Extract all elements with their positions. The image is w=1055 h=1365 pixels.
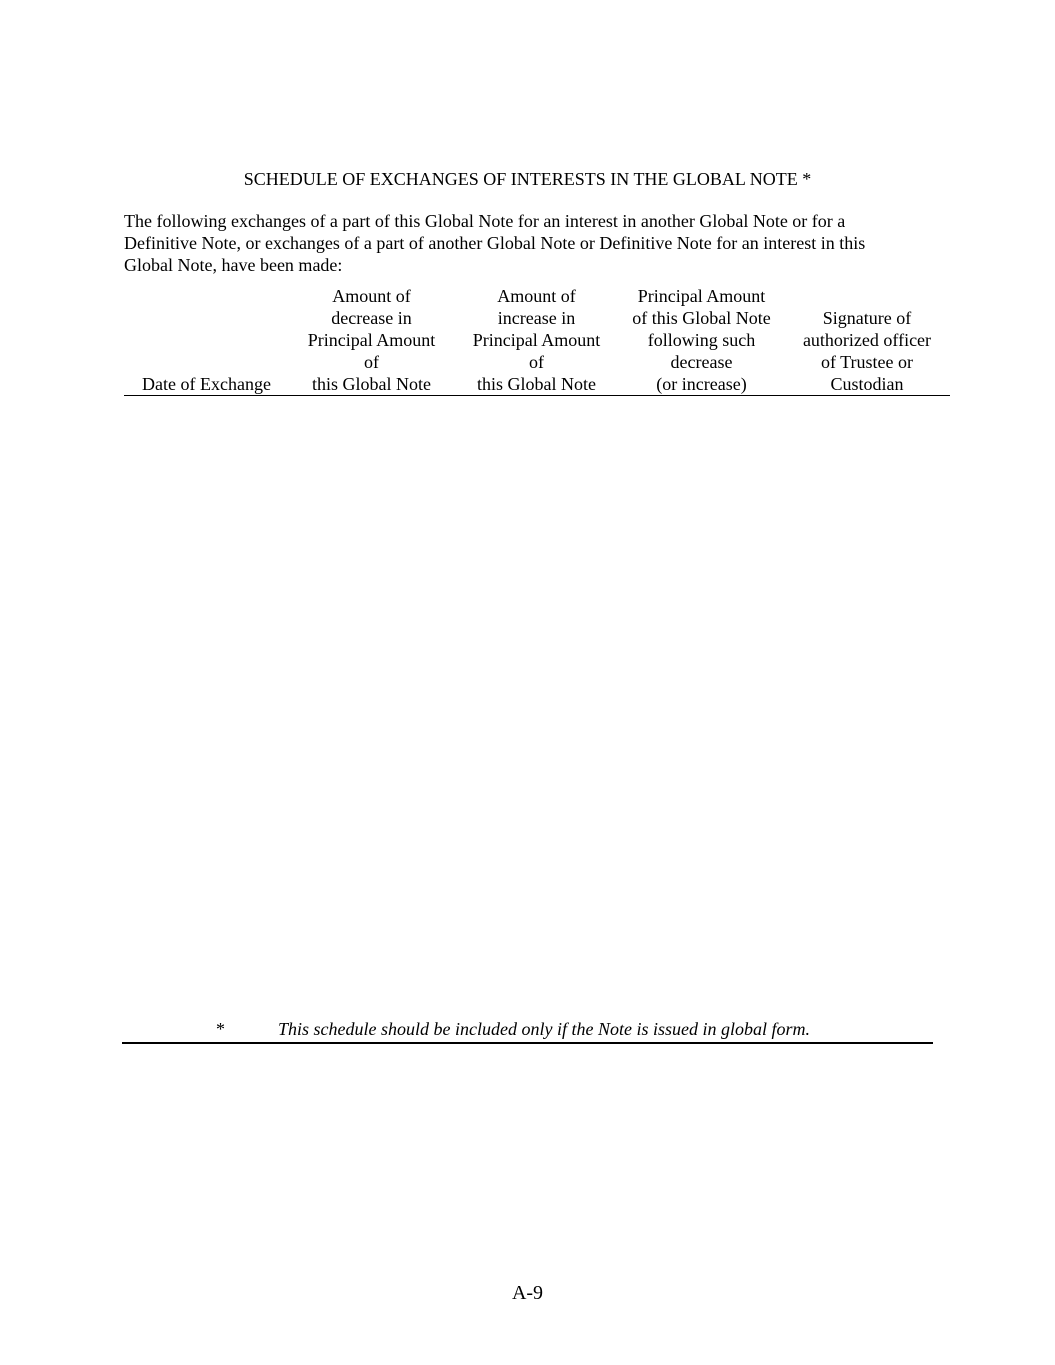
header-line: Amount of xyxy=(332,286,411,306)
column-header-principal-amount-following xyxy=(619,285,784,396)
column-header-date-of-exchange xyxy=(124,285,289,396)
intro-paragraph xyxy=(124,210,950,276)
column-header-signature xyxy=(784,285,950,396)
header-line: following such xyxy=(647,330,756,350)
header-line: increase in xyxy=(497,308,576,328)
footnote-mark: * xyxy=(216,1019,225,1039)
footnote-text: This schedule should be included only if the Note is issued in global form. xyxy=(278,1019,810,1039)
page-number: A-9 xyxy=(511,1282,544,1304)
header-line: Amount of xyxy=(497,286,576,306)
header-line: of xyxy=(364,352,379,372)
header-line: decrease xyxy=(670,352,733,372)
header-line: decrease in xyxy=(331,308,412,328)
header-line: Principal Amount xyxy=(307,330,436,350)
header-line: Principal Amount xyxy=(637,286,766,306)
header-line: Date of Exchange xyxy=(142,374,271,394)
header-line: of this Global Note xyxy=(632,308,771,328)
header-line: of xyxy=(529,352,544,372)
header-line: Principal Amount xyxy=(472,330,601,350)
table-header-row xyxy=(124,285,950,396)
header-line: (or increase) xyxy=(656,374,747,394)
intro-line: The following exchanges of a part of this Global Note for an interest in another Global Note or for a xyxy=(124,211,846,231)
intro-line: Definitive Note, or exchanges of a part of another Global Note or Definitive Note for an interest in this xyxy=(124,233,866,253)
header-line: this Global Note xyxy=(312,374,431,394)
header-line: Signature of xyxy=(822,308,912,328)
footnote xyxy=(122,1018,933,1044)
header-line: of Trustee or xyxy=(820,352,913,372)
header-line: Custodian xyxy=(830,374,904,394)
header-line: authorized officer xyxy=(802,330,932,350)
intro-line: Global Note, have been made: xyxy=(124,255,343,275)
column-header-increase-amount xyxy=(454,285,619,396)
schedule-table-wrapper xyxy=(124,285,950,396)
schedule-table xyxy=(124,285,950,396)
page-title: SCHEDULE OF EXCHANGES OF INTERESTS IN THE GLOBAL NOTE * xyxy=(243,169,812,189)
header-line: this Global Note xyxy=(477,374,596,394)
column-header-decrease-amount xyxy=(289,285,454,396)
